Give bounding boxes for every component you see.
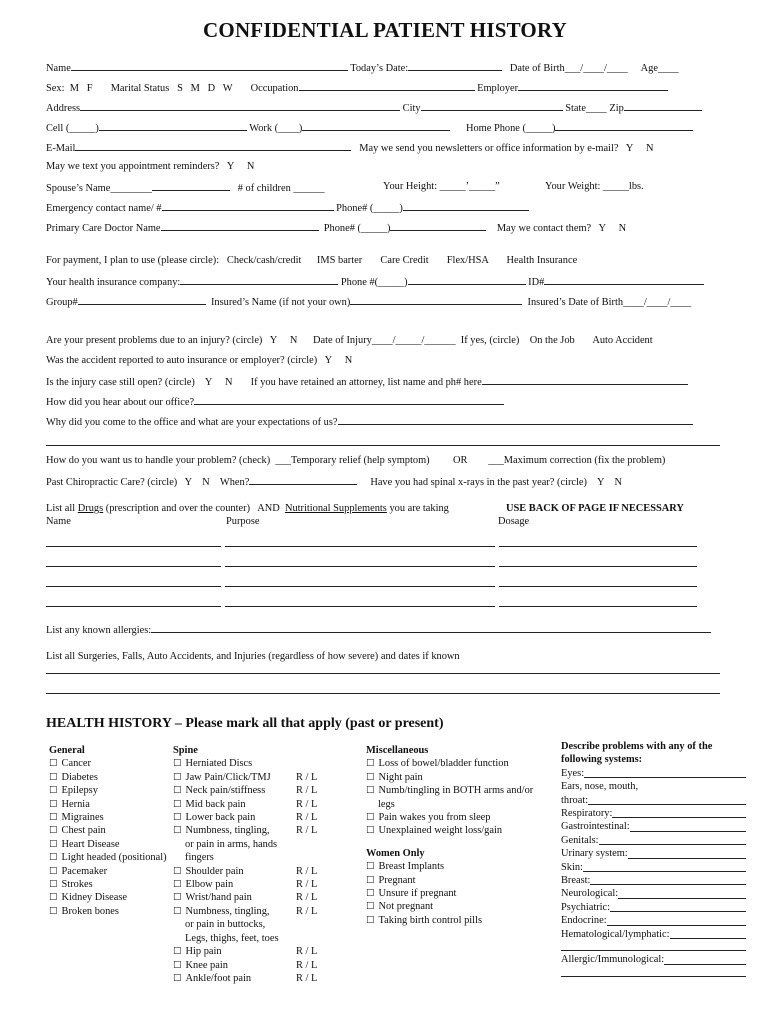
cell-label[interactable]: Cell (_____) [46,123,99,134]
text-reminders-question[interactable]: May we text you appointment reminders? Y N [46,161,255,172]
surgeries-label: List all Surgeries, Falls, Auto Accidents, and Injuries (regardless of how severe) and dates if known [46,651,460,662]
drug-name-line[interactable] [46,586,221,587]
spouse-field[interactable] [152,181,230,191]
spinal-xray-question[interactable]: Have you had spinal x-rays in the past year? (circle) Y N [370,477,623,488]
side-selector[interactable]: R / L [296,905,318,917]
system-item [561,861,746,874]
drug-dosage-line[interactable] [499,606,697,607]
spine-checkbox-item[interactable] [173,878,333,891]
pcp-label: Primary Care Doctor Name [46,223,161,234]
col-name-header: Name [46,516,71,527]
allergies-field[interactable] [151,623,711,633]
system-label: Neurological: [561,888,619,900]
insurance-row [46,275,704,289]
group-row [46,295,691,309]
spine-item-continuation [173,932,333,945]
system-field[interactable] [610,902,746,912]
insured-name-field[interactable] [350,295,522,305]
spine-item-label: ☐ Hip pain [173,946,222,957]
system-field[interactable] [561,967,746,977]
spine-checkbox-item[interactable] [173,757,333,770]
case-row [46,375,688,389]
col-purpose-header: Purpose [226,516,260,527]
allergies-label: List any known allergies: [46,625,152,636]
emergency-phone-field[interactable] [403,201,529,211]
work-label[interactable]: Work (____) [249,123,303,134]
spine-checkbox-item[interactable] [173,905,333,918]
general-checkbox-item[interactable]: ☐ Strokes [49,878,167,891]
employer-label: Employer [477,83,519,94]
handle-question[interactable]: How do you want us to handle your problem? (check) ___Temporary relief (help symptom) OR ___Maximum correction (fix the problem) [46,455,666,466]
system-item [561,820,746,833]
insurance-company-field[interactable] [180,275,338,285]
spouse-row [46,181,325,195]
health-history-heading: HEALTH HISTORY – Please mark all that apply (past or present) [46,716,444,731]
side-selector[interactable]: R / L [296,865,318,877]
page-title: CONFIDENTIAL PATIENT HISTORY [203,18,567,42]
system-label: Eyes: [561,767,585,779]
misc-checkbox-item[interactable]: ☐ Unexplained weight loss/gain [366,824,533,837]
general-checkbox-item[interactable]: ☐ Cancer [49,757,167,770]
general-checkbox-item[interactable]: ☐ Pacemaker [49,865,167,878]
system-item [561,901,746,914]
contact-them-question[interactable]: May we contact them? Y N [496,223,627,234]
email-field[interactable] [75,141,351,151]
system-item [561,780,746,793]
hear-label: How did you hear about our office? [46,397,195,408]
group-field[interactable] [78,295,206,305]
payment-question[interactable]: For payment, I plan to use (please circle): Check/cash/credit IMS barter Care Credit Flex/HSA Health Insurance [46,255,578,266]
address-field[interactable] [80,101,400,111]
system-field[interactable] [561,941,746,951]
drug-name-line[interactable] [46,546,221,547]
case-open-question[interactable]: Is the injury case still open? (circle) Y N If you have retained an attorney, list name and ph# here [46,377,482,388]
employer-field[interactable] [518,81,668,91]
system-field[interactable] [588,795,746,805]
home-phone-field[interactable] [555,121,693,131]
spouse-label: Spouse’s Name________ [46,183,152,194]
spine-item-label: Legs, thighs, feet, toes [185,932,279,944]
newsletter-question[interactable]: May we send you newsletters or office information by e-mail? Y N [359,143,654,154]
past-chiro-row [46,475,622,489]
name-field[interactable] [71,61,348,71]
general-checkbox-item[interactable]: ☐ Hernia [49,798,167,811]
general-checkbox-item[interactable]: ☐ Kidney Disease [49,891,167,904]
drug-name-line[interactable] [46,606,221,607]
age-label[interactable]: Age____ [640,63,679,74]
system-item [561,834,746,847]
women-checkbox-item[interactable]: ☐ Not pregnant [366,900,533,913]
general-checkbox-item[interactable]: ☐ Epilepsy [49,784,167,797]
system-item [561,847,746,860]
side-selector[interactable]: R / L [296,785,318,797]
system-label: Ears, nose, mouth, [561,781,639,793]
dob-label[interactable]: Date of Birth___/____/____ [509,63,628,74]
misc-checkbox-item[interactable]: ☐ Loss of bowel/bladder function [366,757,533,770]
address-label: Address [46,103,81,114]
zip-label: Zip [609,103,624,114]
email-label: E-Mail [46,143,76,154]
system-item [561,928,746,941]
side-selector[interactable]: R / L [296,892,318,904]
spine-checkbox-item[interactable] [173,811,333,824]
injury-question[interactable]: Are your present problems due to an injury? (circle) Y N Date of Injury____/_____/______ If yes, (circle) On the Job Auto Accident [46,335,653,346]
drugs-heading [46,503,449,515]
side-selector[interactable]: R / L [296,825,318,837]
insurance-phone-field[interactable] [408,275,526,285]
side-selector[interactable]: R / L [296,771,318,783]
allergies-row [46,623,711,637]
system-field[interactable] [607,916,746,926]
system-item [561,767,746,780]
marital-options[interactable]: S M D W [177,83,233,94]
system-field[interactable] [630,822,746,832]
system-label: Skin: [561,861,583,873]
emergency-row [46,201,529,215]
spine-checkbox-item[interactable] [173,771,333,784]
spine-item-label: ☐ Jaw Pain/Click/TMJ [173,772,271,783]
spine-checkbox-item[interactable] [173,824,333,837]
why-label: Why did you come to the office and what are your expectations of us? [46,417,338,428]
system-label: Allergic/Immunological: [561,954,665,966]
name-row [46,61,679,75]
system-label: Psychiatric: [561,901,611,913]
spine-item-continuation [173,851,333,864]
system-label: Respiratory: [561,808,613,820]
system-label: Endocrine: [561,915,607,927]
why-field[interactable] [338,415,693,425]
system-field[interactable] [590,875,746,885]
col-dosage-header: Dosage [498,516,530,527]
women-checkbox-item[interactable]: ☐ Breast Implants [366,860,533,873]
drug-name-line[interactable] [46,566,221,567]
list-all-label: List all [46,503,76,514]
general-checkbox-item[interactable]: ☐ Heart Disease [49,838,167,851]
spine-column [173,744,333,985]
spine-title: Spine [173,745,198,756]
spine-item-continuation [173,918,333,931]
hear-field[interactable] [194,395,504,405]
sex-options[interactable]: M F [69,83,93,94]
pcp-phone-label[interactable]: Phone# (_____) [323,223,391,234]
id-field[interactable] [544,275,704,285]
misc-checkbox-item[interactable]: ☐ Pain wakes you from sleep [366,811,533,824]
drug-purpose-line[interactable] [225,586,495,587]
general-title: General [49,745,85,756]
spine-checkbox-item[interactable] [173,972,333,985]
system-field[interactable] [670,929,747,939]
attorney-field[interactable] [482,375,688,385]
system-field[interactable] [584,768,746,778]
spine-item-label: ☐ Wrist/hand pain [173,892,252,903]
general-checkbox-item[interactable]: ☐ Diabetes [49,771,167,784]
insured-dob-label[interactable]: Insured’s Date of Birth____/____/____ [527,297,692,308]
system-field[interactable] [628,849,746,859]
spine-item-label: or pain in buttocks, [185,919,266,931]
general-column [49,744,167,918]
pcp-field[interactable] [161,221,319,231]
work-field[interactable] [302,121,450,131]
system-field[interactable] [618,889,746,899]
emergency-field[interactable] [162,201,334,211]
system-label: Gastrointestinal: [561,821,630,833]
drug-purpose-line[interactable] [225,546,495,547]
system-field[interactable] [664,955,746,965]
general-checkbox-item[interactable]: ☐ Migraines [49,811,167,824]
system-item [561,941,746,953]
why-line-2[interactable] [46,445,720,446]
general-checkbox-item[interactable]: ☐ Light headed (positional) [49,851,167,864]
reported-question[interactable]: Was the accident reported to auto insurance or employer? (circle) Y N [46,355,353,366]
spine-item-label: ☐ Shoulder pain [173,866,244,877]
systems-column [561,740,746,979]
spine-checkbox-item[interactable] [173,891,333,904]
city-label: City [402,103,421,114]
pcp-row [46,221,626,235]
system-field[interactable] [612,808,746,818]
spine-item-label: fingers [185,852,214,864]
sex-label: Sex: [46,83,65,94]
systems-title-1: Describe problems with any of the [561,741,713,752]
general-checkbox-item[interactable]: ☐ Broken bones [49,905,167,918]
drug-dosage-line[interactable] [499,586,697,587]
todays-date-label: Today’s Date: [350,63,409,74]
system-item [561,794,746,807]
occupation-field[interactable] [299,81,475,91]
systems-title-2: following systems: [561,754,643,766]
spine-item-label: ☐ Herniated Discs [173,758,252,769]
side-selector[interactable]: R / L [296,946,318,958]
misc-item-continuation: legs [378,798,395,810]
spine-item-continuation [173,838,333,851]
spine-item-label: ☐ Ankle/foot pain [173,973,251,984]
weight-label[interactable]: Your Weight: _____lbs. [545,181,644,192]
system-item [561,807,746,820]
drug-purpose-line[interactable] [225,566,495,567]
system-item [561,874,746,887]
drug-dosage-line[interactable] [499,546,697,547]
city-field[interactable] [421,101,563,111]
emergency-phone-label[interactable]: Phone# (_____) [336,203,403,214]
spine-checkbox-item[interactable] [173,865,333,878]
cell-field[interactable] [99,121,247,131]
system-item [561,953,746,966]
spine-item-label: ☐ Knee pain [173,960,228,971]
spine-checkbox-item[interactable] [173,798,333,811]
spine-item-label: ☐ Numbness, tingling, [173,825,270,836]
system-field[interactable] [599,835,746,845]
children-label[interactable]: # of children ______ [237,183,325,194]
surgeries-line[interactable] [46,693,720,694]
spine-item-label: ☐ Lower back pain [173,812,255,823]
phone-row [46,121,693,135]
side-selector[interactable]: R / L [296,959,318,971]
system-item [561,967,746,979]
hear-row [46,395,504,409]
misc-title: Miscellaneous [366,745,429,756]
email-row [46,141,653,155]
system-label: Breast: [561,875,591,887]
misc-checkbox-item[interactable]: ☐ Night pain [366,771,533,784]
system-label: Genitals: [561,834,599,846]
women-checkbox-item[interactable]: ☐ Unsure if pregnant [366,887,533,900]
system-item [561,887,746,900]
group-label: Group# [46,297,78,308]
spine-item-label: ☐ Elbow pain [173,879,233,890]
home-phone-label[interactable]: Home Phone (_____) [465,123,556,134]
occupation-label: Occupation [250,83,299,94]
marital-label: Marital Status [110,83,170,94]
spine-item-label: ☐ Numbness, tingling, [173,906,270,917]
insured-name-label: Insured’s Name (if not your own) [210,297,351,308]
supplements-label: Nutritional Supplements [284,503,387,514]
sex-row [46,81,668,95]
spine-checkbox-item[interactable] [173,959,333,972]
todays-date-field[interactable] [408,61,502,71]
spine-checkbox-item[interactable] [173,784,333,797]
surgeries-line[interactable] [46,673,720,674]
system-field[interactable] [583,862,746,872]
system-label: Urinary system: [561,848,628,860]
state-label[interactable]: State____ [565,103,607,114]
height-label[interactable]: Your Height: _____’_____” [383,181,500,192]
supplements-rest-label: you are taking [386,503,449,514]
zip-field[interactable] [624,101,702,111]
misc-checkbox-item[interactable]: ☐ Numb/tingling in BOTH arms and/or [366,784,533,797]
drug-dosage-line[interactable] [499,566,697,567]
women-checkbox-item[interactable]: ☐ Taking birth control pills [366,914,533,927]
address-row [46,101,702,115]
system-label: throat: [561,794,589,806]
side-selector[interactable]: R / L [296,972,318,984]
insurance-phone-label[interactable]: Phone #(_____) [340,277,408,288]
why-row [46,415,693,429]
system-item [561,914,746,927]
drug-purpose-line[interactable] [225,606,495,607]
id-label: ID# [528,277,545,288]
women-checkbox-item[interactable]: ☐ Pregnant [366,874,533,887]
spine-item-label: ☐ Neck pain/stiffness [173,785,265,796]
name-label: Name [46,63,71,74]
side-selector[interactable]: R / L [296,798,318,810]
use-back-note: USE BACK OF PAGE IF NECESSARY [506,503,684,514]
insurance-company-label: Your health insurance company: [46,277,181,288]
drugs-label: Drugs [77,503,104,514]
drugs-rest-label: (prescription and over the counter) AND [103,503,285,514]
side-selector[interactable]: R / L [296,879,318,891]
emergency-label: Emergency contact name/ # [46,203,162,214]
past-chiro-when-field[interactable] [249,475,357,485]
spine-checkbox-item[interactable] [173,945,333,958]
misc-column [366,744,533,927]
system-label: Hematological/lymphatic: [561,928,670,940]
spine-item-label: or pain in arms, hands [185,838,278,850]
past-chiro-question[interactable]: Past Chiropractic Care? (circle) Y N When? [46,477,250,488]
pcp-phone-field[interactable] [390,221,486,231]
side-selector[interactable]: R / L [296,812,318,824]
spine-item-label: ☐ Mid back pain [173,799,246,810]
general-checkbox-item[interactable]: ☐ Chest pain [49,824,167,837]
women-title: Women Only [366,847,425,859]
